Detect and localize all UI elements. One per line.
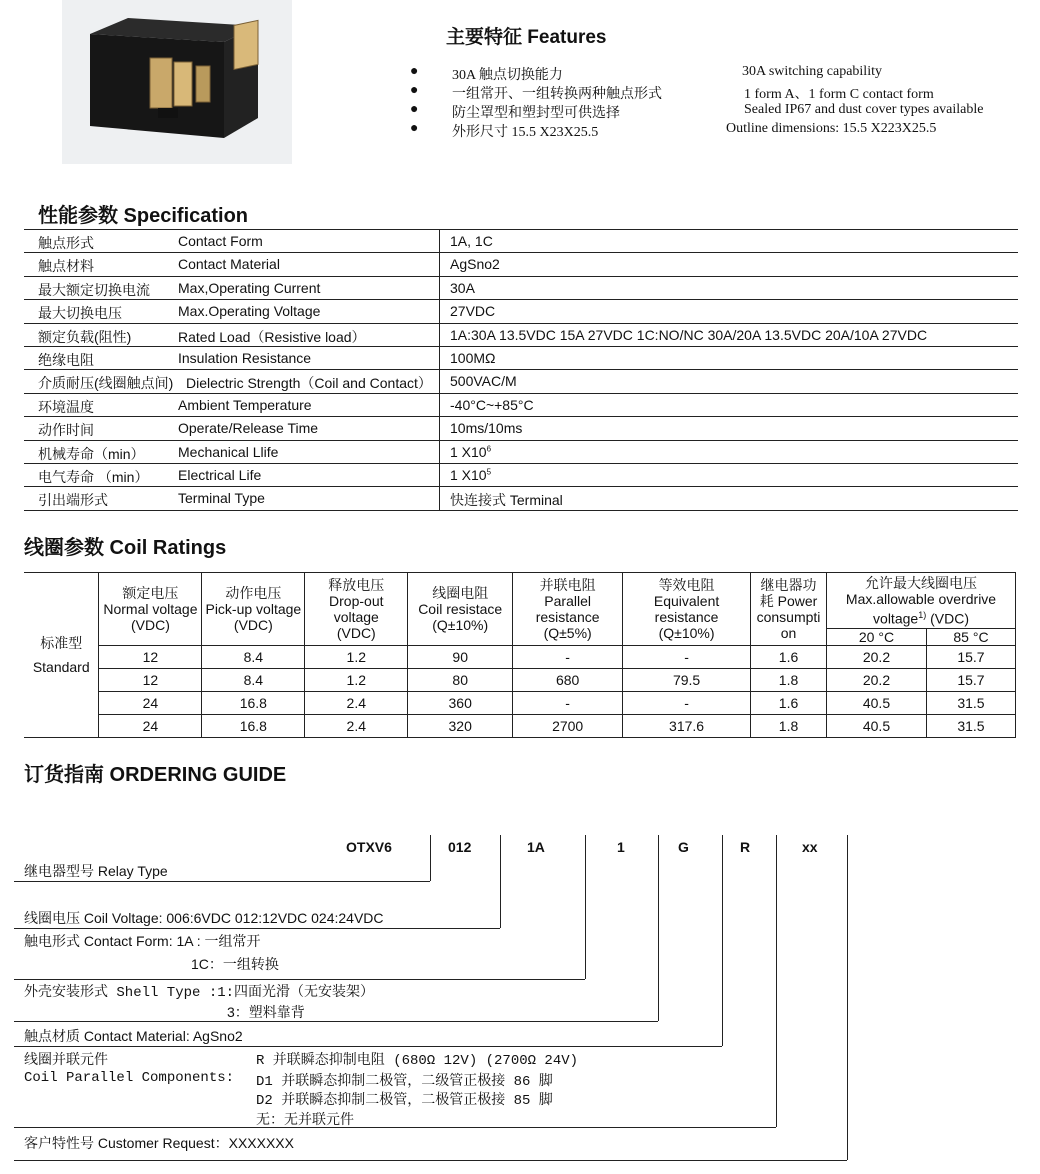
guide-connector xyxy=(847,835,848,1160)
parallel-option-none: 无：无并联元件 xyxy=(256,1113,354,1129)
coil-cell: - xyxy=(513,692,623,715)
spec-label-en: Max,Operating Current xyxy=(178,279,321,296)
relay-product-image xyxy=(62,0,292,164)
coil-cell: 1.2 xyxy=(305,646,408,669)
spec-label-cn: 引出端形式 xyxy=(38,492,108,509)
spec-label-cn: 最大额定切换电流 xyxy=(38,281,150,298)
coil-header-line: 并联电阻 xyxy=(539,577,596,593)
coil-cell: 1.6 xyxy=(751,692,827,715)
spec-label-en: Operate/Release Time xyxy=(178,420,319,437)
guide-line xyxy=(14,1046,722,1047)
spec-value: -40°C~+85°C xyxy=(450,396,534,413)
feature-cn: 30A 触点切换能力 xyxy=(452,68,563,83)
spec-label-en: Terminal Type xyxy=(178,490,265,507)
coil-header-line: Pick-up voltage xyxy=(205,601,302,617)
feature-item xyxy=(410,102,1030,121)
parallel-components-cn: 线圈并联元件 xyxy=(24,1051,108,1067)
coil-header-line: 耗 Power xyxy=(759,593,818,609)
coil-header-line: 额定电压 xyxy=(122,585,179,601)
coil-header-cell xyxy=(408,573,513,646)
coil-cell: 320 xyxy=(408,715,513,738)
coil-cell: 20.2 xyxy=(827,669,927,692)
guide-line xyxy=(14,928,500,929)
spec-label-cn: 额定负载(阻性) xyxy=(38,328,132,345)
spec-row xyxy=(24,229,1018,253)
spec-label-cn: 介质耐压(线圈触点间) xyxy=(38,375,174,392)
spec-label-cn: 绝缘电阻 xyxy=(38,352,94,368)
code-segment: 1A xyxy=(527,839,545,855)
coil-cell: 90 xyxy=(408,646,513,669)
coil-header-line: Coil resistace xyxy=(418,601,503,617)
coil-header-line: 继电器功 xyxy=(760,577,817,593)
spec-label-en: Contact Material xyxy=(178,256,280,273)
coil-cell: 40.5 xyxy=(827,715,927,738)
feature-cn: 一组常开、一组转换两种触点形式 xyxy=(452,87,662,102)
guide-connector xyxy=(430,835,431,881)
spec-divider xyxy=(439,277,440,300)
features-title: 主要特征 Features xyxy=(446,27,607,48)
coil-cell: 16.8 xyxy=(202,715,305,738)
coil-cell: 1.8 xyxy=(751,715,827,738)
spec-row xyxy=(24,299,1018,323)
customer-request-label: 客户特性号 Customer Request：XXXXXXX xyxy=(24,1135,294,1151)
spec-divider xyxy=(439,324,440,347)
coil-cell: 360 xyxy=(408,692,513,715)
coil-cell: 1.6 xyxy=(751,646,827,669)
guide-connector xyxy=(658,835,659,1021)
coil-header-line: Parallel xyxy=(544,593,591,609)
coil-header-line: 释放电压 xyxy=(328,577,385,593)
coil-cell: - xyxy=(623,646,751,669)
spec-row xyxy=(24,252,1018,276)
spec-row xyxy=(24,416,1018,440)
coil-header-line: 动作电压 xyxy=(225,585,282,601)
spec-value: 30A xyxy=(450,279,475,296)
spec-value: 1 $X10^6$ xyxy=(450,443,492,460)
coil-data-row xyxy=(24,669,1016,692)
spec-label-en: Max.Operating Voltage xyxy=(178,303,321,320)
shell-type-option: 3：塑料靠背 xyxy=(227,1004,305,1020)
coil-cell: 8.4 xyxy=(202,646,305,669)
spec-divider xyxy=(439,441,440,464)
spec-row xyxy=(24,323,1018,347)
coil-header-line: (VDC) xyxy=(233,617,273,633)
coil-header-line: Drop-out xyxy=(329,593,384,609)
guide-line xyxy=(14,979,585,980)
spec-value: 1 $X10^5$ xyxy=(450,467,492,483)
contact-form-option: 1C：一组转换 xyxy=(191,956,279,972)
spec-label-en: Contact Form xyxy=(178,233,263,249)
spec-label-cn: 动作时间 xyxy=(38,422,94,439)
code-segment: 012 xyxy=(448,839,472,855)
coil-cell: 680 xyxy=(513,669,623,692)
spec-value: 1A, 1C xyxy=(450,233,493,249)
coil-header-row xyxy=(24,573,1016,629)
coil-cell: 15.7 xyxy=(926,646,1015,669)
coil-title: 线圈参数 Coil Ratings xyxy=(24,537,227,559)
feature-cn: 外形尺寸 15.5 X23X25.5 xyxy=(452,125,599,140)
coil-cell: 15.7 xyxy=(926,669,1015,692)
spec-label-en: Ambient Temperature xyxy=(178,396,312,413)
guide-line xyxy=(14,881,430,882)
relay-illustration xyxy=(62,0,292,164)
coil-data-row xyxy=(24,646,1016,669)
max-voltage-text: (VDC) xyxy=(926,610,969,627)
coil-ratings-table xyxy=(24,572,1016,738)
spec-title: 性能参数 Specification xyxy=(38,205,249,227)
coil-cell: - xyxy=(623,692,751,715)
max-voltage-text: voltage xyxy=(873,610,919,627)
spec-label-cn: 电气寿命 （min） xyxy=(38,469,149,485)
spec-divider xyxy=(439,347,440,370)
coil-cell: 8.4 xyxy=(202,669,305,692)
coil-cell: - xyxy=(513,646,623,669)
max-voltage-header xyxy=(827,573,1016,629)
contact-material-label: 触点材质 Contact Material: AgSno2 xyxy=(24,1028,243,1044)
coil-header-cell xyxy=(99,573,202,646)
feature-cn: 防尘罩型和塑封型可供选择 xyxy=(452,106,620,121)
spec-divider xyxy=(439,370,440,393)
coil-cell: 2.4 xyxy=(305,715,408,738)
coil-header-line: resistance xyxy=(654,609,719,625)
contact-form-label: 触电形式 Contact Form: 1A : 一组常开 xyxy=(24,933,261,949)
spec-label-cn: 机械寿命（min） xyxy=(38,445,145,462)
spec-value-exponent: 5 xyxy=(486,467,492,477)
spec-value: 1A:30A 13.5VDC 15A 27VDC 1C:NO/NC 30A/20A 13.5VDC 20A/10A 27VDC xyxy=(450,326,928,343)
coil-header-line: (Q±10%) xyxy=(432,617,489,633)
coil-data-row xyxy=(24,715,1016,738)
spec-divider xyxy=(439,230,440,253)
feature-item xyxy=(410,83,1030,102)
spec-value: 10ms/10ms xyxy=(450,420,523,437)
coil-header-line: voltage xyxy=(333,609,379,625)
coil-cell: 79.5 xyxy=(623,669,751,692)
coil-cell: 40.5 xyxy=(827,692,927,715)
spec-value: 100MΩ xyxy=(450,350,496,366)
bullet-icon: ● xyxy=(410,121,419,136)
spec-value: AgSno2 xyxy=(450,256,500,273)
spec-divider xyxy=(439,394,440,417)
coil-cell: 31.5 xyxy=(926,692,1015,715)
coil-header-line: resistance xyxy=(535,609,600,625)
guide-connector xyxy=(500,835,501,928)
max-voltage-line xyxy=(827,607,1015,627)
order-title: 订货指南 ORDERING GUIDE xyxy=(24,764,287,786)
spec-value: 500VAC/M xyxy=(450,373,517,390)
spec-row xyxy=(24,369,1018,393)
temp-20c: 20 °C xyxy=(827,629,927,646)
spec-divider xyxy=(439,487,440,510)
spec-row xyxy=(24,463,1018,487)
coil-header-line: (VDC) xyxy=(130,617,170,633)
footnote-mark: 1) xyxy=(918,609,927,620)
spec-row xyxy=(24,393,1018,417)
code-segment: G xyxy=(678,839,689,855)
spec-label-en: Insulation Resistance xyxy=(178,350,312,366)
coil-header-line: Normal voltage xyxy=(103,601,198,617)
coil-header-cell xyxy=(513,573,623,646)
shell-type-label: 外壳安装形式 Shell Type :1:四面光滑（无安装架） xyxy=(24,985,375,1001)
spec-value-exponent: 6 xyxy=(486,443,492,453)
spec-label-cn: 环境温度 xyxy=(38,398,94,415)
coil-header-line: consumpti xyxy=(756,609,821,625)
coil-cell: 1.2 xyxy=(305,669,408,692)
spec-label-en: Electrical Life xyxy=(178,467,262,483)
spec-label-cn: 触点形式 xyxy=(38,235,94,251)
spec-label-cn: 最大切换电压 xyxy=(38,305,122,322)
feature-en: 1 form A、1 form C contact form xyxy=(744,87,934,102)
coil-header-cell xyxy=(202,573,305,646)
coil-voltage-label: 线圈电压 Coil Voltage: 006:6VDC 012:12VDC 024:24VDC xyxy=(24,910,384,926)
feature-en: Sealed IP67 and dust cover types available xyxy=(744,102,984,117)
coil-header-line: 等效电阻 xyxy=(658,577,715,593)
coil-header-line: (Q±5%) xyxy=(543,625,592,641)
coil-cell: 24 xyxy=(99,715,202,738)
guide-line xyxy=(14,1127,776,1128)
bullet-icon: ● xyxy=(410,64,419,79)
coil-cell: 1.8 xyxy=(751,669,827,692)
code-segment: xx xyxy=(802,839,818,855)
coil-header-line: Equivalent xyxy=(653,593,720,609)
parallel-option-d1: D1 并联瞬态抑制二极管，二级管正极接 86 脚 xyxy=(256,1074,553,1090)
spec-row xyxy=(24,486,1018,510)
spec-label-cn: 触点材料 xyxy=(38,258,94,275)
feature-en: 30A switching capability xyxy=(742,64,882,79)
spec-row xyxy=(24,346,1018,370)
max-voltage-line: Max.allowable overdrive xyxy=(845,590,997,607)
temp-85c: 85 °C xyxy=(926,629,1015,646)
coil-header-cell xyxy=(751,573,827,646)
code-segment: R xyxy=(740,839,751,855)
coil-header-line: (VDC) xyxy=(336,625,376,641)
spec-divider xyxy=(439,464,440,487)
spec-divider xyxy=(439,417,440,440)
feature-item xyxy=(410,121,1030,140)
coil-cell: 16.8 xyxy=(202,692,305,715)
standard-label-cell xyxy=(24,573,99,738)
spec-label-en: Dielectric Strength（Coil and Contact） xyxy=(186,375,432,392)
code-segment: 1 xyxy=(617,839,625,855)
standard-label-cn: 标准型 xyxy=(40,635,83,651)
coil-cell: 12 xyxy=(99,646,202,669)
spec-label-en: Rated Load（Resistive load） xyxy=(178,328,366,345)
parallel-components-en: Coil Parallel Components: xyxy=(24,1070,235,1086)
coil-header-line: (Q±10%) xyxy=(658,625,715,641)
guide-connector xyxy=(776,835,777,1127)
spec-divider xyxy=(439,300,440,323)
relay-type-label: 继电器型号 Relay Type xyxy=(24,863,168,879)
spec-row xyxy=(24,276,1018,300)
bullet-icon: ● xyxy=(410,83,419,98)
feature-item xyxy=(410,64,1030,83)
standard-label-en: Standard xyxy=(32,659,90,675)
spec-value: 27VDC xyxy=(450,303,496,320)
guide-line xyxy=(14,1160,847,1161)
coil-cell: 12 xyxy=(99,669,202,692)
coil-header-cell xyxy=(305,573,408,646)
coil-cell: 317.6 xyxy=(623,715,751,738)
coil-cell: 24 xyxy=(99,692,202,715)
spec-value: 快连接式 Terminal xyxy=(450,492,563,509)
guide-line xyxy=(14,1021,658,1022)
coil-header-line: 线圈电阻 xyxy=(432,585,489,601)
parallel-option-r: R 并联瞬态抑制电阻 (680Ω 12V) (2700Ω 24V) xyxy=(256,1053,579,1069)
coil-cell: 80 xyxy=(408,669,513,692)
max-voltage-line: 允许最大线圈电压 xyxy=(865,574,977,591)
spec-row xyxy=(24,440,1018,464)
code-segment: OTXV6 xyxy=(346,839,392,855)
coil-cell: 20.2 xyxy=(827,646,927,669)
coil-cell: 2.4 xyxy=(305,692,408,715)
coil-data-row xyxy=(24,692,1016,715)
coil-cell: 31.5 xyxy=(926,715,1015,738)
coil-cell: 2700 xyxy=(513,715,623,738)
spec-bottom-line xyxy=(24,510,1018,511)
guide-connector xyxy=(722,835,723,1046)
parallel-option-d2: D2 并联瞬态抑制二极管，二极管正极接 85 脚 xyxy=(256,1093,553,1109)
coil-header-cell xyxy=(623,573,751,646)
spec-divider xyxy=(439,253,440,276)
feature-en: Outline dimensions: 15.5 X223X25.5 xyxy=(726,121,937,136)
guide-connector xyxy=(585,835,586,979)
bullet-icon: ● xyxy=(410,102,419,117)
coil-header-line: on xyxy=(780,625,797,641)
spec-label-en: Mechanical Llife xyxy=(178,443,279,460)
